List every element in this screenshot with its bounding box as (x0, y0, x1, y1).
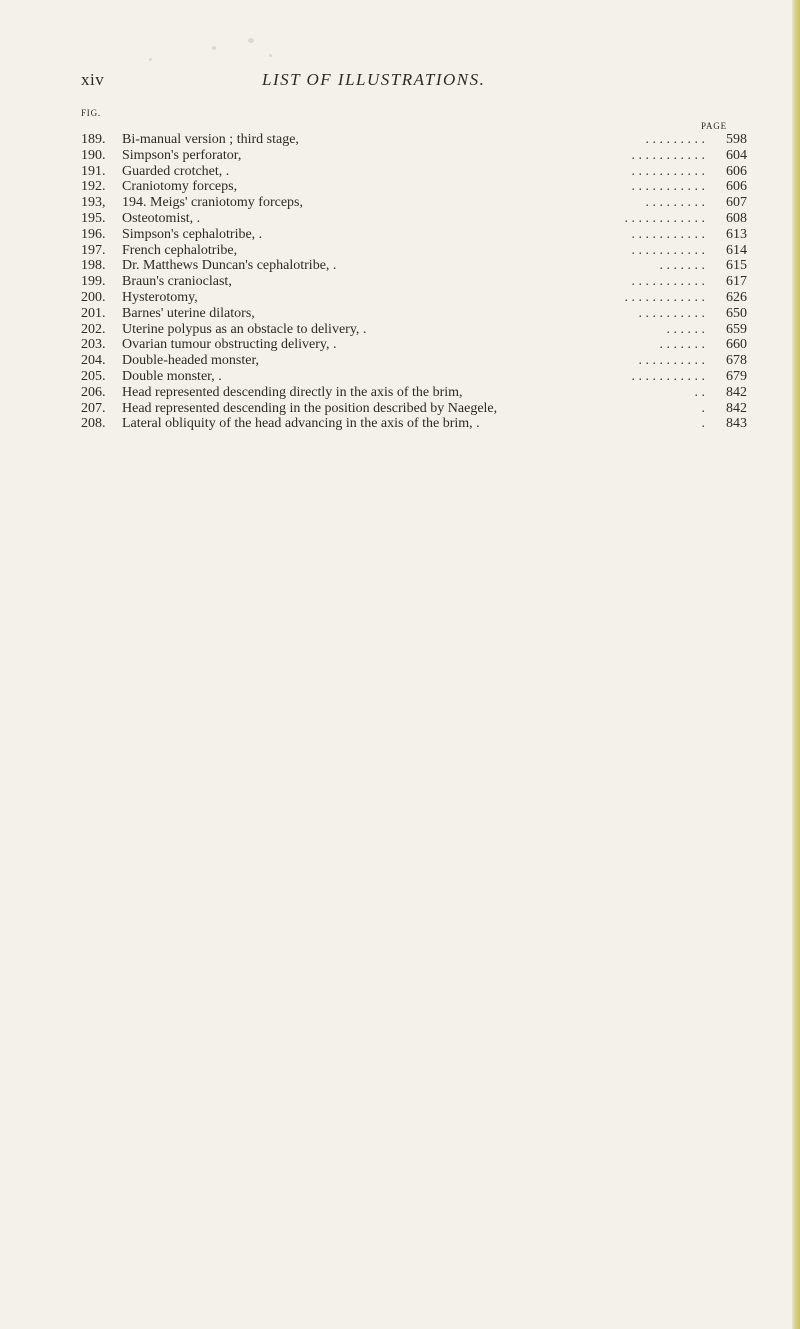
page-reference: 613 (726, 226, 747, 242)
figure-title: Simpson's cephalotribe, . (122, 226, 263, 242)
list-item (81, 290, 771, 306)
running-head: LIST OF ILLUSTRATIONS. (262, 70, 486, 89)
list-item (81, 385, 771, 401)
page-reference: 607 (726, 195, 747, 211)
figure-number: 197. (81, 242, 106, 258)
dot-leader: . . . . . . . . . . . (631, 163, 705, 179)
fig-column-heading: FIG. (81, 108, 101, 118)
dot-leader: . . (694, 384, 705, 400)
page-column-heading: PAGE (701, 121, 727, 131)
figure-title: Head represented descending in the position described by Naegele, (122, 400, 498, 416)
dot-leader: . . . . . . . . . . . (631, 242, 705, 258)
figure-number: 189. (81, 132, 106, 147)
list-item (81, 243, 771, 259)
list-item (81, 227, 771, 243)
figure-number: 204. (81, 353, 106, 369)
dot-leader: . . . . . . . . . . . . (624, 289, 705, 305)
figure-title: 194. Meigs' craniotomy forceps, (122, 195, 303, 211)
figure-number: 203. (81, 337, 106, 353)
list-item (81, 258, 771, 274)
figure-number: 202. (81, 321, 106, 337)
page-reference: 842 (726, 400, 747, 416)
page-reference: 598 (726, 132, 747, 147)
figure-number: 190. (81, 147, 106, 163)
figure-title: Uterine polypus as an obstacle to delivery, . (122, 321, 367, 337)
ink-speck (248, 38, 254, 43)
dot-leader: . . . . . . . . . (645, 195, 705, 211)
page-reference: 604 (726, 147, 747, 163)
figure-title: Craniotomy forceps, (122, 179, 238, 195)
figure-number: 207. (81, 400, 106, 416)
illustration-list (81, 132, 771, 432)
figure-number: 201. (81, 305, 106, 321)
figure-title: Head represented descending directly in the axis of the brim, (122, 384, 463, 400)
dot-leader: . . . . . . . . . . . (631, 274, 705, 290)
page-number: xiv (81, 70, 105, 89)
figure-number: 199. (81, 274, 106, 290)
figure-title: Barnes' uterine dilators, (122, 305, 255, 321)
figure-title: Braun's cranioclast, (122, 274, 232, 290)
page-reference: 660 (726, 337, 747, 353)
list-item (81, 369, 771, 385)
list-item (81, 195, 771, 211)
list-item (81, 274, 771, 290)
ink-speck (149, 58, 152, 61)
page-reference: 679 (726, 368, 747, 384)
figure-number: 206. (81, 384, 106, 400)
list-item (81, 416, 771, 432)
figure-title: Bi-manual version ; third stage, (122, 132, 299, 147)
list-item (81, 337, 771, 353)
page-reference: 608 (726, 210, 747, 226)
list-item (81, 211, 771, 227)
figure-number: 208. (81, 416, 106, 432)
figure-title: Hysterotomy, (122, 289, 198, 305)
figure-number: 193, (81, 195, 106, 211)
dot-leader: . . . . . . . . . . . (631, 368, 705, 384)
list-item (81, 132, 771, 148)
dot-leader: . . . . . . . . . . (638, 305, 705, 321)
list-item (81, 148, 771, 164)
list-item (81, 179, 771, 195)
figure-title: French cephalotribe, (122, 242, 238, 258)
dot-leader: . . . . . . . (659, 337, 705, 353)
figure-title: Ovarian tumour obstructing delivery, . (122, 337, 337, 353)
dot-leader: . . . . . . . . . . . (631, 226, 705, 242)
list-item (81, 401, 771, 417)
figure-number: 205. (81, 368, 106, 384)
figure-number: 195. (81, 210, 106, 226)
dot-leader: . (701, 400, 705, 416)
figure-title: Simpson's perforator, (122, 147, 242, 163)
list-item (81, 164, 771, 180)
dot-leader: . . . . . . . . . (645, 132, 705, 147)
figure-title: Dr. Matthews Duncan's cephalotribe, . (122, 258, 337, 274)
page-reference: 843 (726, 416, 747, 432)
page-reference: 614 (726, 242, 747, 258)
figure-number: 191. (81, 163, 106, 179)
list-item (81, 353, 771, 369)
figure-number: 200. (81, 289, 106, 305)
page-reference: 678 (726, 353, 747, 369)
page-reference: 659 (726, 321, 747, 337)
page-reference: 615 (726, 258, 747, 274)
page-reference: 606 (726, 163, 747, 179)
dot-leader: . . . . . . . . . . . (631, 147, 705, 163)
page-reference: 617 (726, 274, 747, 290)
ink-speck (269, 54, 272, 57)
dot-leader: . . . . . . (666, 321, 705, 337)
page-reference: 650 (726, 305, 747, 321)
figure-title: Double monster, . (122, 368, 222, 384)
page-reference: 606 (726, 179, 747, 195)
page-reference: 626 (726, 289, 747, 305)
figure-number: 198. (81, 258, 106, 274)
dot-leader: . . . . . . . (659, 258, 705, 274)
dot-leader: . (701, 416, 705, 432)
page-reference: 842 (726, 384, 747, 400)
dot-leader: . . . . . . . . . . (638, 353, 705, 369)
figure-title: Osteotomist, . (122, 210, 201, 226)
figure-title: Guarded crotchet, . (122, 163, 230, 179)
ink-speck (212, 46, 216, 50)
figure-title: Double-headed monster, (122, 353, 260, 369)
figure-number: 196. (81, 226, 106, 242)
list-item (81, 306, 771, 322)
dot-leader: . . . . . . . . . . . . (624, 210, 705, 226)
list-item (81, 322, 771, 338)
figure-title: Lateral obliquity of the head advancing in the axis of the brim, . (122, 416, 480, 432)
page-edge (792, 0, 800, 1329)
dot-leader: . . . . . . . . . . . (631, 179, 705, 195)
figure-number: 192. (81, 179, 106, 195)
